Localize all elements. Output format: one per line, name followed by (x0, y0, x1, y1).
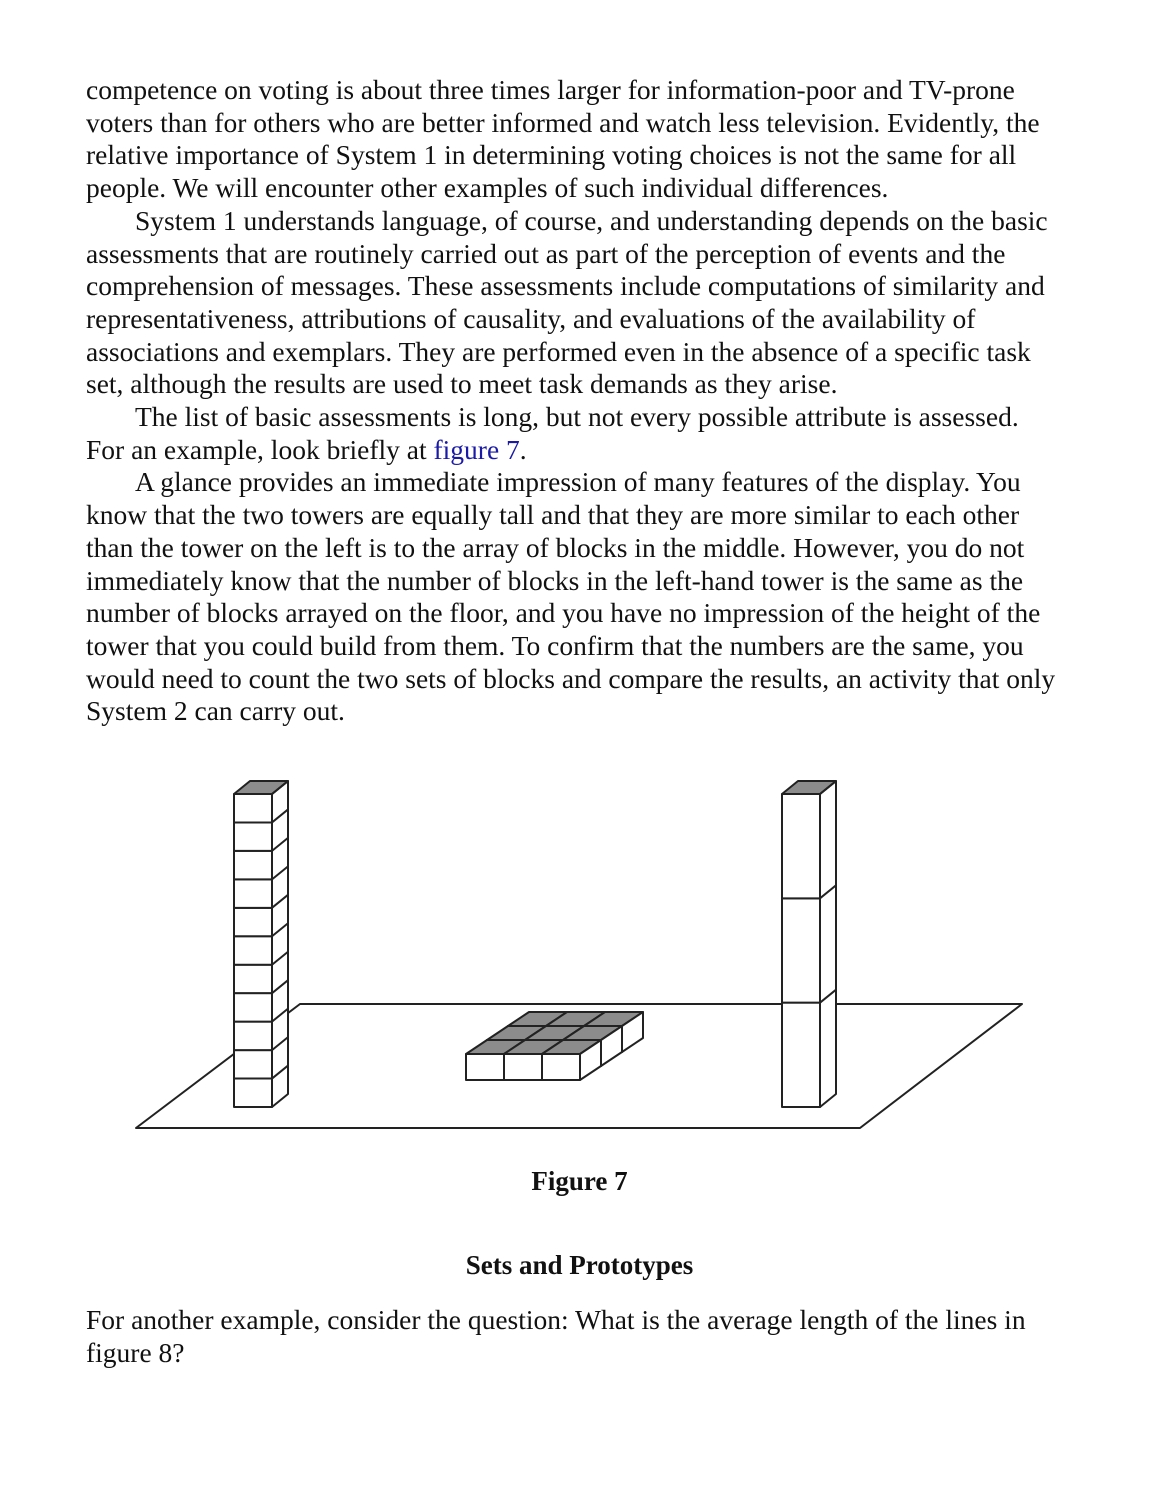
figure-7-illustration (130, 772, 1030, 1134)
text-line: System 2 can carry out. (86, 695, 345, 727)
text-segment: . (519, 433, 527, 465)
text-line: immediately know that the number of blocks in the left-hand tower is the same as the (86, 564, 1024, 596)
left-tower-block (234, 993, 272, 1021)
text-line: relative importance of System 1 in determining voting choices is not the same for all (86, 139, 1017, 171)
text-line: voters than for others who are better informed and watch less television. Evidently, the (86, 106, 1040, 138)
left-tower-block (234, 879, 272, 907)
right-tower-block (782, 898, 820, 1002)
paragraph-3 (86, 401, 1076, 466)
text-line: set, although the results are used to meet task demands as they arise. (86, 368, 838, 400)
text-line: figure 8? (86, 1336, 185, 1368)
left-tower-block (234, 822, 272, 850)
left-tower-block (234, 965, 272, 993)
figure-caption: Figure 7 (531, 1166, 628, 1196)
page-body-continued (86, 1304, 1076, 1369)
left-tower-block (234, 1022, 272, 1050)
blocks-diagram (130, 772, 1030, 1134)
text-line: competence on voting is about three times larger for information-poor and TV-prone (86, 74, 1015, 105)
text-line: associations and exemplars. They are performed even in the absence of a specific task (86, 335, 1031, 367)
floor-block-front (504, 1054, 542, 1080)
text-line: representativeness, attributions of causality, and evaluations of the availability of (86, 302, 976, 334)
figure-7-link[interactable]: figure 7 (433, 433, 520, 465)
left-tower-block (234, 1050, 272, 1078)
paragraph-1 (86, 74, 1076, 205)
text-line: people. We will encounter other examples of such individual differences. (86, 172, 889, 204)
right-tower-block (782, 1003, 820, 1107)
text-line: assessments that are routinely carried out as part of the perception of events and the (86, 237, 1006, 269)
left-tower-block (234, 794, 272, 822)
page-body (86, 74, 1076, 728)
left-tower-block (234, 1079, 272, 1107)
paragraph-4 (86, 466, 1076, 728)
right-tower-block (782, 794, 820, 898)
floor-block-front (542, 1054, 580, 1080)
text-line: The list of basic assessments is long, but not every possible attribute is assessed. (135, 401, 1019, 433)
text-line: than the tower on the left is to the array of blocks in the middle. However, you do not (86, 531, 1025, 563)
left-tower-side-face (272, 781, 288, 1107)
right-tower-side-face (820, 781, 836, 1107)
text-line: System 1 understands language, of course, and understanding depends on the basic (135, 204, 1048, 236)
text-line: would need to count the two sets of blocks and compare the results, an activity that only (86, 662, 1056, 694)
paragraph-5 (86, 1304, 1076, 1369)
left-tower-block (234, 936, 272, 964)
text-segment: For an example, look briefly at (86, 433, 434, 465)
text-line: know that the two towers are equally tall and that they are more similar to each other (86, 499, 1020, 531)
text-line: tower that you could build from them. To confirm that the numbers are the same, you (86, 629, 1024, 661)
text-line (86, 434, 1076, 467)
left-tower-block (234, 851, 272, 879)
paragraph-2 (86, 205, 1076, 401)
section-title: Sets and Prototypes (465, 1250, 694, 1280)
left-tower-block (234, 908, 272, 936)
text-line: number of blocks arrayed on the floor, and you have no impression of the height of the (86, 597, 1041, 629)
floor-block-front (466, 1054, 504, 1080)
text-line: comprehension of messages. These assessments include computations of similarity and (86, 270, 1045, 302)
text-line: For another example, consider the question: What is the average length of the lines in (86, 1304, 1026, 1335)
text-line: A glance provides an immediate impression of many features of the display. You (135, 466, 1021, 498)
